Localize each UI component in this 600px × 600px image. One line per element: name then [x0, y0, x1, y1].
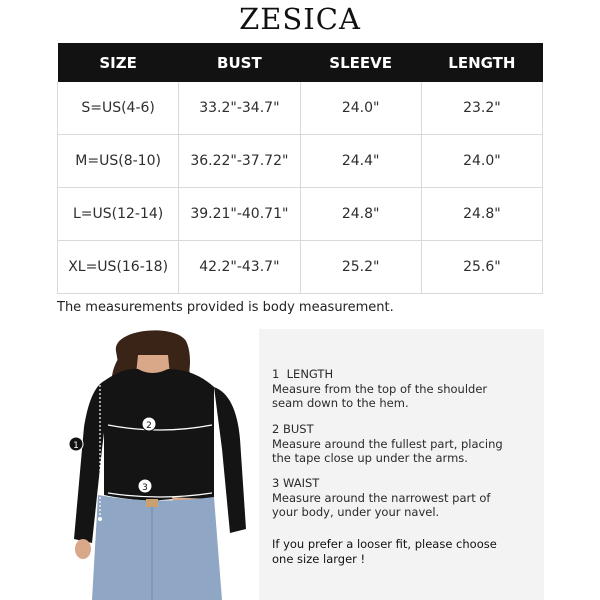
- cell-sleeve: 24.4": [300, 135, 421, 188]
- cell-size: XL=US(16-18): [58, 241, 179, 294]
- instruction-title: LENGTH: [286, 367, 334, 381]
- instruction-text: Measure around the fullest part, placing: [272, 436, 503, 451]
- svg-text:1: 1: [73, 441, 79, 451]
- instruction-text: your body, under your navel.: [272, 505, 440, 519]
- table-row: [58, 135, 543, 188]
- fit-advice-line: If you prefer a looser fit, please choose: [272, 537, 497, 551]
- model-photo: [64, 329, 260, 600]
- instruction-text: the tape close up under the arms.: [272, 451, 468, 465]
- cell-sleeve: 24.8": [300, 188, 421, 241]
- fit-advice-line: one size larger !: [272, 552, 366, 566]
- instruction-number: 3: [272, 476, 280, 490]
- cell-length: 25.6": [421, 241, 542, 294]
- brand-logo: ZESICA: [239, 2, 361, 36]
- instruction-length: [272, 367, 532, 411]
- instruction-waist: [272, 476, 532, 520]
- instruction-text: Measure from the top of the shoulder: [272, 381, 488, 396]
- cell-bust: 33.2"-34.7": [179, 82, 300, 135]
- instruction-text: seam down to the hem.: [272, 396, 409, 410]
- cell-length: 24.0": [421, 135, 542, 188]
- instruction-number: 1: [272, 367, 280, 381]
- cell-size: L=US(12-14): [58, 188, 179, 241]
- fit-advice: [272, 537, 537, 567]
- cell-sleeve: 25.2": [300, 241, 421, 294]
- cell-bust: 36.22"-37.72": [179, 135, 300, 188]
- instruction-title: WAIST: [282, 476, 320, 490]
- marker-length: [69, 437, 83, 451]
- table-row: [58, 188, 543, 241]
- svg-text:2: 2: [146, 421, 152, 431]
- cell-bust: 42.2"-43.7": [179, 241, 300, 294]
- svg-text:3: 3: [142, 483, 148, 493]
- header-length: LENGTH: [421, 43, 542, 82]
- instruction-bust: [272, 422, 532, 466]
- marker-waist: [138, 479, 152, 493]
- cell-length: 24.8": [421, 188, 542, 241]
- cell-size: M=US(8-10): [58, 135, 179, 188]
- cell-length: 23.2": [421, 82, 542, 135]
- instruction-title: BUST: [282, 422, 314, 436]
- cell-bust: 39.21"-40.71": [179, 188, 300, 241]
- size-chart-header-row: [58, 43, 543, 82]
- table-row: [58, 241, 543, 294]
- instruction-text: Measure around the narrowest part of: [272, 490, 491, 505]
- marker-bust: [142, 417, 156, 431]
- table-row: [58, 82, 543, 135]
- size-chart-table: [57, 43, 543, 294]
- header-size: SIZE: [58, 43, 179, 82]
- cell-sleeve: 24.0": [300, 82, 421, 135]
- cell-size: S=US(4-6): [58, 82, 179, 135]
- header-sleeve: SLEEVE: [300, 43, 421, 82]
- measurement-note: The measurements provided is body measurement.: [57, 300, 394, 315]
- header-bust: BUST: [179, 43, 300, 82]
- instruction-number: 2: [272, 422, 280, 436]
